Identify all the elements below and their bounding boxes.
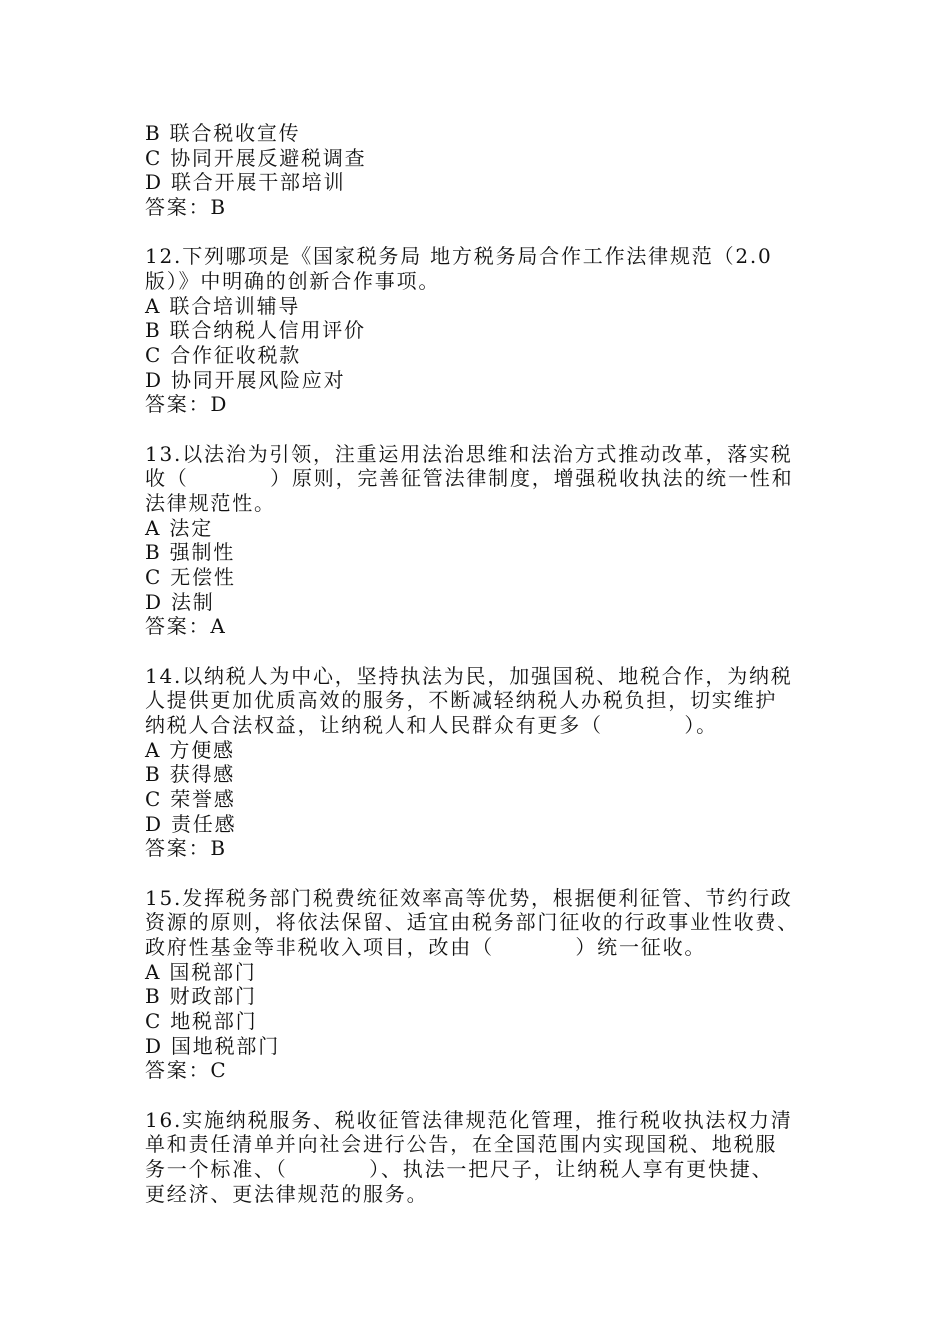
question-stem: 14.以纳税人为中心，坚持执法为民，加强国税、地税合作，为纳税 [145,663,793,688]
answer-line: 答案：A [145,614,227,639]
question-14 [145,664,810,862]
option-line: C 无偿性 [145,565,236,589]
question-stem: 人提供更加优质高效的服务，不断减轻纳税人办税负担，切实维护 [145,688,778,713]
spacer [145,220,810,245]
option-line: A 方便感 [145,737,235,762]
option-line: B 联合纳税人信用评价 [145,318,366,343]
question-stem: 15.发挥税务部门税费统征效率高等优势，根据便利征管、节约行政 [145,885,793,910]
option-line: D 责任感 [145,811,237,836]
question-stem: 法律规范性。 [145,490,276,515]
option-line: B 联合税收宣传 [145,121,301,145]
option-line: B 强制性 [145,540,236,565]
question-stem: 更经济、更法律规范的服务。 [145,1181,429,1206]
question-stem: 政府性基金等非税收入项目，改由（ ）统一征收。 [145,934,707,959]
option-line: D 联合开展干部培训 [145,170,346,195]
option-line: A 国税部门 [145,959,257,984]
option-line: A 联合培训辅导 [145,293,301,318]
question-stem: 务一个标准、（ ）、执法一把尺子，让纳税人享有更快捷、 [145,1156,774,1181]
question-12 [145,244,810,417]
question-stem: 纳税人合法权益，让纳税人和人民群众有更多（ ）。 [145,712,718,737]
option-line: B 财政部门 [145,984,257,1009]
option-line: C 荣誉感 [145,787,236,811]
question-stem: 收（ ）原则，完善征管法律制度，增强税收执法的统一性和 [145,466,794,491]
option-line: A 法定 [145,515,214,540]
question-stem: 16.实施纳税服务、税收征管法律规范化管理，推行税收执法权力清 [145,1107,793,1132]
document-page [145,121,810,1206]
answer-line: 答案：D [145,392,229,417]
answer-line: 答案：B [145,836,227,861]
option-line: B 获得感 [145,762,236,787]
spacer [145,417,810,442]
option-line: C 地税部门 [145,1009,258,1033]
option-line: C 合作征收税款 [145,343,302,367]
question-stem: 资源的原则，将依法保留、适宜由税务部门征收的行政事业性收费、 [145,910,799,935]
option-line: C 协同开展反避税调查 [145,145,367,170]
lead-question-tail [145,121,810,220]
spacer [145,1083,810,1108]
spacer [145,639,810,664]
question-13 [145,442,810,640]
answer-line: 答案：B [145,195,227,220]
option-line: D 国地税部门 [145,1033,280,1058]
question-stem: 版）》中明确的创新合作事项。 [145,268,441,293]
question-15 [145,886,810,1084]
question-16 [145,1108,810,1207]
spacer [145,861,810,886]
answer-line: 答案：C [145,1058,228,1083]
option-line: D 协同开展风险应对 [145,367,346,392]
question-stem: 12.下列哪项是《国家税务局 地方税务局合作工作法律规范（2.0 [145,244,773,269]
question-stem: 单和责任清单并向社会进行公告，在全国范围内实现国税、地税服 [145,1132,778,1157]
question-stem: 13.以法治为引领，注重运用法治思维和法治方式推动改革，落实税 [145,441,793,466]
option-line: D 法制 [145,589,215,614]
